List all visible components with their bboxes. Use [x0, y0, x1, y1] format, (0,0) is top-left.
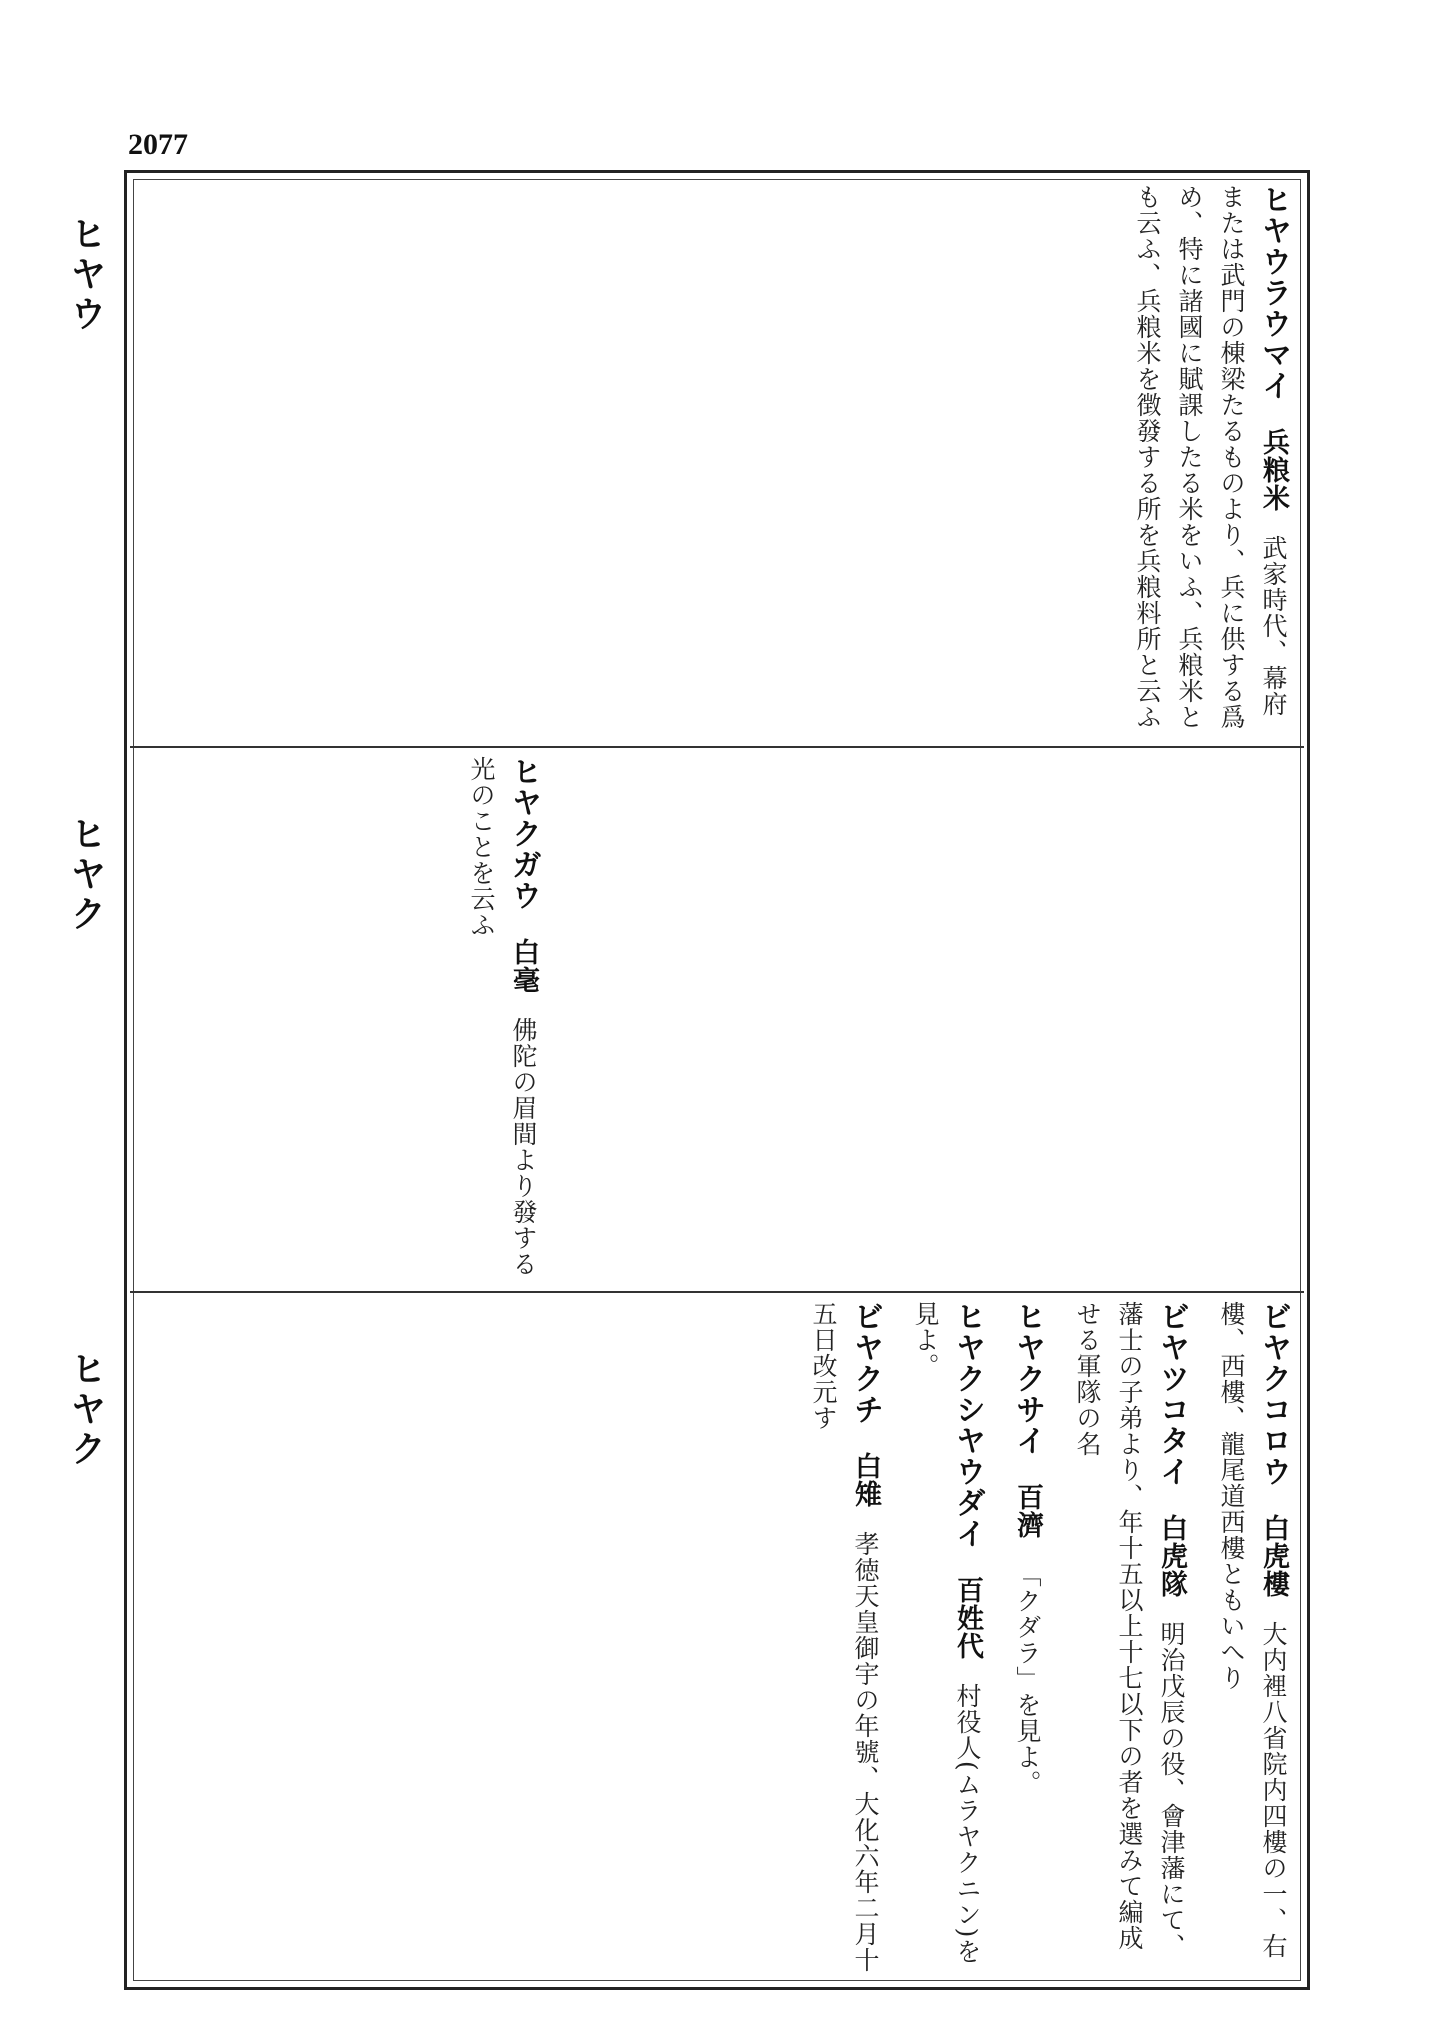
dictionary-entry — [904, 1301, 988, 1975]
section-byakko — [130, 1293, 1304, 1983]
dictionary-entry — [1066, 1301, 1192, 1975]
entry-headword: ヒヤウラウマイ — [1256, 184, 1291, 401]
dictionary-entry — [1210, 1301, 1294, 1975]
entry-text: 「クダラ」を見よ。 — [1013, 1561, 1042, 1796]
side-tab: ヒヤク — [65, 1350, 106, 1470]
side-tab: ヒヤウ — [65, 215, 106, 335]
section-hyourou-mai — [130, 176, 1304, 748]
entry-text: 孝徳天皇御宇の年號、大化六年二月十五日改元す — [809, 1301, 880, 1973]
entry-text: 明治戊辰の役、會津藩にて、藩士の子弟より、年十五以上十七以下の者を選みて編成せる軍隊の名 — [1073, 1301, 1186, 1959]
entry-kanji: 白雉 — [850, 1451, 881, 1508]
section-byakugou — [130, 748, 1304, 1293]
section-body — [140, 756, 544, 1283]
entry-kanji: 兵粮米 — [1258, 427, 1289, 512]
section-body — [140, 1301, 1294, 1975]
dictionary-entry — [460, 756, 544, 1283]
entry-text: 大内裡八省院内四樓の一、右樓、西樓、龍尾道西樓ともいへり — [1217, 1301, 1288, 1959]
entry-kanji: 百濟 — [1012, 1482, 1043, 1539]
dictionary-entry — [802, 1301, 886, 1975]
page-number: 2077 — [128, 128, 188, 161]
entry-text: 佛陀の眉間より發する光のことを云ふ — [467, 756, 538, 1277]
side-tab: ヒヤク — [65, 815, 106, 935]
entry-headword: ヒヤクサイ — [1010, 1301, 1045, 1456]
entry-headword: ヒヤクガウ — [506, 756, 541, 911]
dictionary-entry — [1126, 184, 1294, 738]
section-body — [140, 184, 1294, 738]
entry-headword: ヒヤクシヤウダイ — [950, 1301, 985, 1549]
entry-headword: ビヤクコロウ — [1256, 1301, 1291, 1487]
entry-text: 武家時代、幕府または武門の棟梁たるものより、兵に供する爲め、特に諸國に賦課したる米をいふ、兵粮米とも云ふ、兵粮米を徴發する所を兵粮料所と云ふ — [1133, 184, 1288, 730]
entry-kanji: 白虎隊 — [1156, 1513, 1187, 1598]
entry-text: 村役人(ムラヤクニン)を見よ。 — [911, 1301, 982, 1965]
dictionary-entry — [1006, 1301, 1048, 1975]
entry-kanji: 百姓代 — [952, 1575, 983, 1660]
entry-headword: ビヤクチ — [848, 1301, 883, 1425]
entry-headword: ビヤツコタイ — [1154, 1301, 1189, 1487]
entry-kanji: 白毫 — [508, 937, 539, 994]
entry-kanji: 白虎樓 — [1258, 1513, 1289, 1598]
